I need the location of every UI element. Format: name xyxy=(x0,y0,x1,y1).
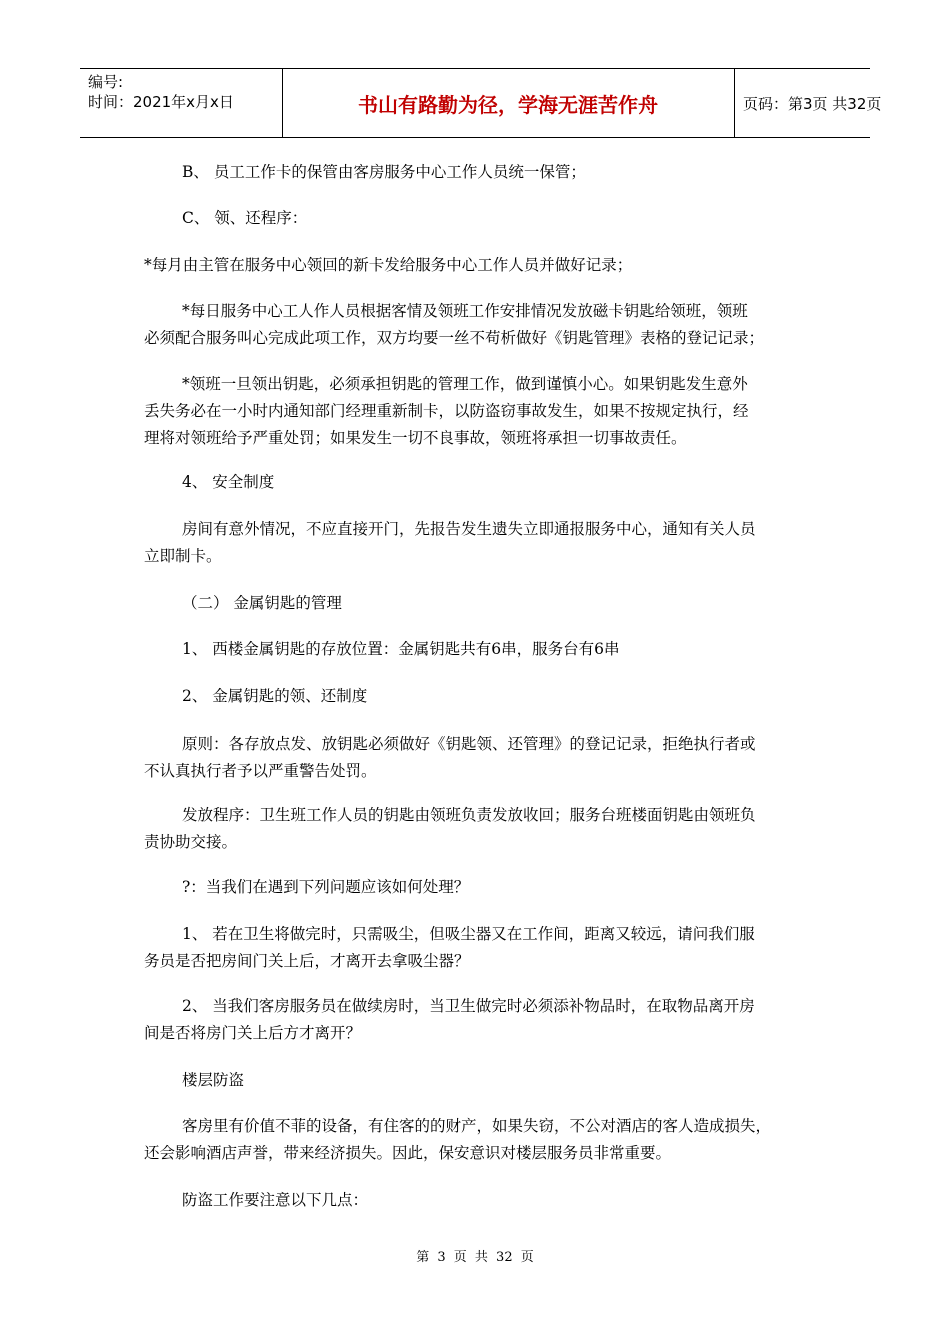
paragraph-line: 客房里有价值不菲的设备，有住客的的财产，如果失窃，不公对酒店的客人造成损失， xyxy=(182,1117,772,1135)
section-heading: 4、 安全制度 xyxy=(182,473,275,491)
paragraph-line: 还会影响酒店声誉，带来经济损失。因此，保安意识对楼层服务员非常重要。 xyxy=(144,1144,672,1162)
paragraph-line: *每月由主管在服务中心领回的新卡发给服务中心工作人员并做好记录； xyxy=(144,256,633,274)
header-motto: 书山有路勤为径，学海无涯苦作舟 xyxy=(282,69,735,137)
header-page-info: 页码：第3页 共32页 xyxy=(743,94,882,113)
page-footer: 第 3 页 共 32 页 xyxy=(416,1250,534,1265)
section-heading: （二） 金属钥匙的管理 xyxy=(182,594,342,612)
paragraph-line: 房间有意外情况，不应直接开门，先报告发生遗失立即通报服务中心，通知有关人员 xyxy=(182,520,756,538)
paragraph-line: ?：当我们在遇到下列问题应该如何处理？ xyxy=(182,878,470,896)
paragraph-line: 原则：各存放点发、放钥匙必须做好《钥匙领、还管理》的登记记录，拒绝执行者或 xyxy=(182,735,756,753)
paragraph-line: C、 领、还程序： xyxy=(182,209,308,227)
paragraph-line: 1、 若在卫生将做完时，只需吸尘，但吸尘器又在工作间，距离又较远，请问我们服 xyxy=(182,925,755,943)
paragraph-line: 2、 当我们客房服务员在做续房时，当卫生做完时必须添补物品时，在取物品离开房 xyxy=(182,997,755,1015)
paragraph-line: 间是否将房门关上后方才离开？ xyxy=(144,1024,362,1042)
paragraph-line: 务员是否把房间门关上后，才离开去拿吸尘器？ xyxy=(144,952,470,970)
paragraph-line: 不认真执行者予以严重警告处罚。 xyxy=(144,762,377,780)
page-header xyxy=(80,68,882,138)
paragraph-line: 必须配合服务叫心完成此项工作，双方均要一丝不苟析做好《钥匙管理》表格的登记记录； xyxy=(144,329,765,347)
paragraph-line: 发放程序：卫生班工作人员的钥匙由领班负责发放收回；服务台班楼面钥匙由领班负 xyxy=(182,806,756,824)
paragraph-line: B、 员工工作卡的保管由客房服务中心工作人员统一保管； xyxy=(182,163,586,181)
section-heading: 楼层防盗 xyxy=(182,1071,245,1089)
header-number-label: 编号: xyxy=(88,73,124,91)
paragraph-line: 理将对领班给予严重处罚；如果发生一切不良事故，领班将承担一切事故责任。 xyxy=(144,429,687,447)
header-meta-cell xyxy=(80,69,283,137)
paragraph-line: 1、 西楼金属钥匙的存放位置：金属钥匙共有6串，服务台有6串 xyxy=(182,640,620,658)
paragraph-line: 立即制卡。 xyxy=(144,547,222,565)
header-time-label: 时间：2021年x月x日 xyxy=(88,93,234,111)
paragraph-line: 丢失务必在一小时内通知部门经理重新制卡，以防盗窃事故发生，如果不按规定执行，经 xyxy=(144,402,749,420)
paragraph-line: *每日服务中心工人作人员根据客情及领班工作安排情况发放磁卡钥匙给领班，领班 xyxy=(182,302,748,320)
paragraph-line: 责协助交接。 xyxy=(144,833,238,851)
section-heading: 2、 金属钥匙的领、还制度 xyxy=(182,687,368,705)
paragraph-line: *领班一旦领出钥匙，必须承担钥匙的管理工作，做到谨慎小心。如果钥匙发生意外 xyxy=(182,375,748,393)
paragraph-line: 防盗工作要注意以下几点： xyxy=(182,1191,369,1209)
